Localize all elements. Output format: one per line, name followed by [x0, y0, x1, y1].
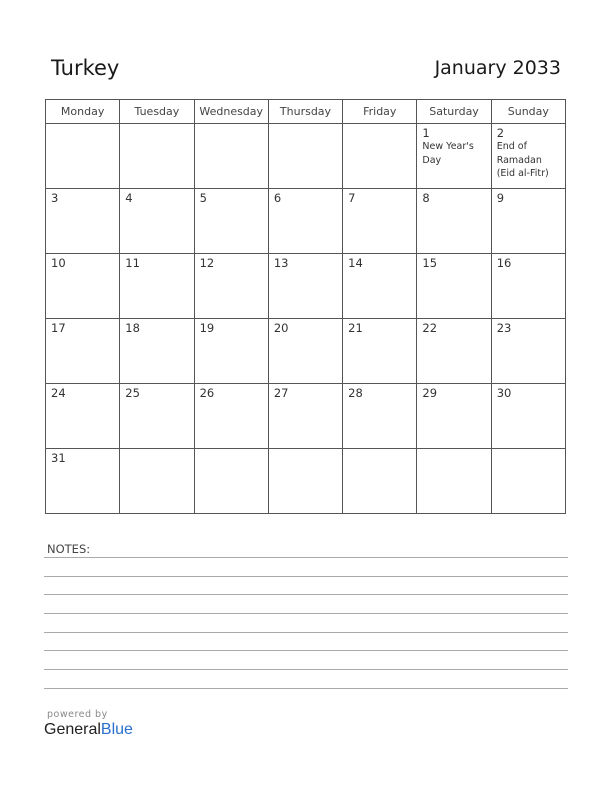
day-cell — [194, 449, 268, 514]
notes-line — [44, 650, 568, 651]
powered-by-text: powered by — [47, 709, 108, 720]
day-number: 9 — [496, 191, 505, 205]
day-cell — [268, 384, 342, 449]
weekday-thursday: Thursday — [268, 100, 342, 124]
day-cell — [417, 254, 491, 319]
day-cell — [343, 449, 417, 514]
day-number: 17 — [51, 321, 66, 335]
day-number: 6 — [273, 191, 282, 205]
day-number: 15 — [422, 256, 438, 270]
weekday-wednesday: Wednesday — [194, 100, 268, 124]
day-cell — [417, 319, 491, 384]
day-cell — [46, 449, 120, 514]
notes-label: NOTES: — [47, 542, 91, 556]
day-number: 28 — [348, 386, 363, 400]
notes-line — [44, 632, 568, 633]
day-number: 20 — [273, 321, 289, 335]
notes-line — [44, 669, 568, 670]
day-number: 1 — [422, 126, 430, 140]
calendar-grid — [45, 99, 566, 514]
day-cell — [491, 319, 565, 384]
country-title: Turkey — [51, 56, 120, 80]
holiday-label: New Year's — [422, 141, 474, 152]
notes-line — [44, 557, 568, 558]
day-cell — [120, 384, 194, 449]
day-cell — [268, 189, 342, 254]
day-cell — [46, 254, 120, 319]
day-cell — [417, 384, 491, 449]
weekday-monday: Monday — [46, 100, 120, 124]
weekday-header-row — [46, 100, 566, 124]
day-number: 29 — [422, 386, 438, 400]
day-cell — [46, 384, 120, 449]
day-cell — [343, 189, 417, 254]
day-cell — [194, 124, 268, 189]
day-number: 2 — [496, 126, 505, 140]
day-number: 22 — [422, 321, 438, 335]
day-number: 27 — [273, 386, 289, 400]
day-number: 26 — [199, 386, 215, 400]
week-row — [46, 384, 566, 449]
holiday-label: (Eid al-Fitr) — [496, 168, 549, 179]
weekday-friday: Friday — [343, 100, 417, 124]
day-cell — [194, 384, 268, 449]
day-cell — [268, 254, 342, 319]
day-number: 3 — [51, 191, 59, 205]
day-cell — [417, 124, 491, 189]
week-row — [46, 319, 566, 384]
day-number: 25 — [125, 386, 140, 400]
day-cell — [491, 254, 565, 319]
weekday-tuesday: Tuesday — [120, 100, 194, 124]
holiday-label: Ramadan — [496, 154, 542, 166]
day-number: 23 — [496, 321, 512, 335]
week-row — [46, 254, 566, 319]
notes-line — [44, 594, 568, 595]
notes-line — [44, 576, 568, 577]
day-number: 30 — [496, 386, 512, 400]
day-number: 16 — [496, 256, 512, 270]
day-cell — [491, 449, 565, 514]
day-cell — [417, 449, 491, 514]
week-row — [46, 449, 566, 514]
week-row — [46, 189, 566, 254]
day-cell — [120, 189, 194, 254]
day-cell — [268, 319, 342, 384]
day-cell — [491, 384, 565, 449]
day-cell — [194, 254, 268, 319]
day-number: 12 — [199, 256, 215, 270]
notes-line — [44, 613, 568, 614]
day-number: 21 — [348, 321, 363, 335]
day-number: 19 — [199, 321, 215, 335]
day-cell — [120, 319, 194, 384]
week-row — [46, 124, 566, 189]
day-cell — [194, 319, 268, 384]
day-cell — [46, 124, 120, 189]
day-number: 5 — [199, 191, 207, 205]
weekday-sunday: Sunday — [491, 100, 565, 124]
day-cell — [343, 254, 417, 319]
generalblue-logo[interactable] — [44, 721, 133, 739]
day-number: 13 — [273, 256, 289, 270]
day-number: 24 — [51, 386, 66, 400]
day-cell — [120, 254, 194, 319]
day-cell — [46, 189, 120, 254]
day-number: 7 — [348, 191, 356, 205]
day-cell — [46, 319, 120, 384]
day-number: 14 — [348, 256, 363, 270]
weekday-saturday: Saturday — [417, 100, 491, 124]
day-cell — [417, 189, 491, 254]
day-number: 8 — [422, 191, 430, 205]
day-cell — [268, 124, 342, 189]
day-number: 4 — [125, 191, 133, 205]
month-year-title: January 2033 — [434, 57, 561, 79]
day-number: 18 — [125, 321, 140, 335]
holiday-label: End of — [496, 141, 527, 152]
day-cell — [343, 124, 417, 189]
day-cell — [343, 384, 417, 449]
day-number: 11 — [125, 256, 140, 270]
day-cell — [268, 449, 342, 514]
notes-line — [44, 688, 568, 689]
logo-blue-text: Blue — [100, 721, 133, 738]
day-cell — [343, 319, 417, 384]
day-cell — [491, 189, 565, 254]
day-cell — [491, 124, 565, 189]
day-number: 31 — [51, 451, 66, 465]
holiday-label: Day — [422, 154, 442, 166]
day-cell — [194, 189, 268, 254]
day-cell — [120, 449, 194, 514]
day-number: 10 — [51, 256, 66, 270]
day-cell — [120, 124, 194, 189]
logo-general-text: General — [44, 721, 101, 738]
